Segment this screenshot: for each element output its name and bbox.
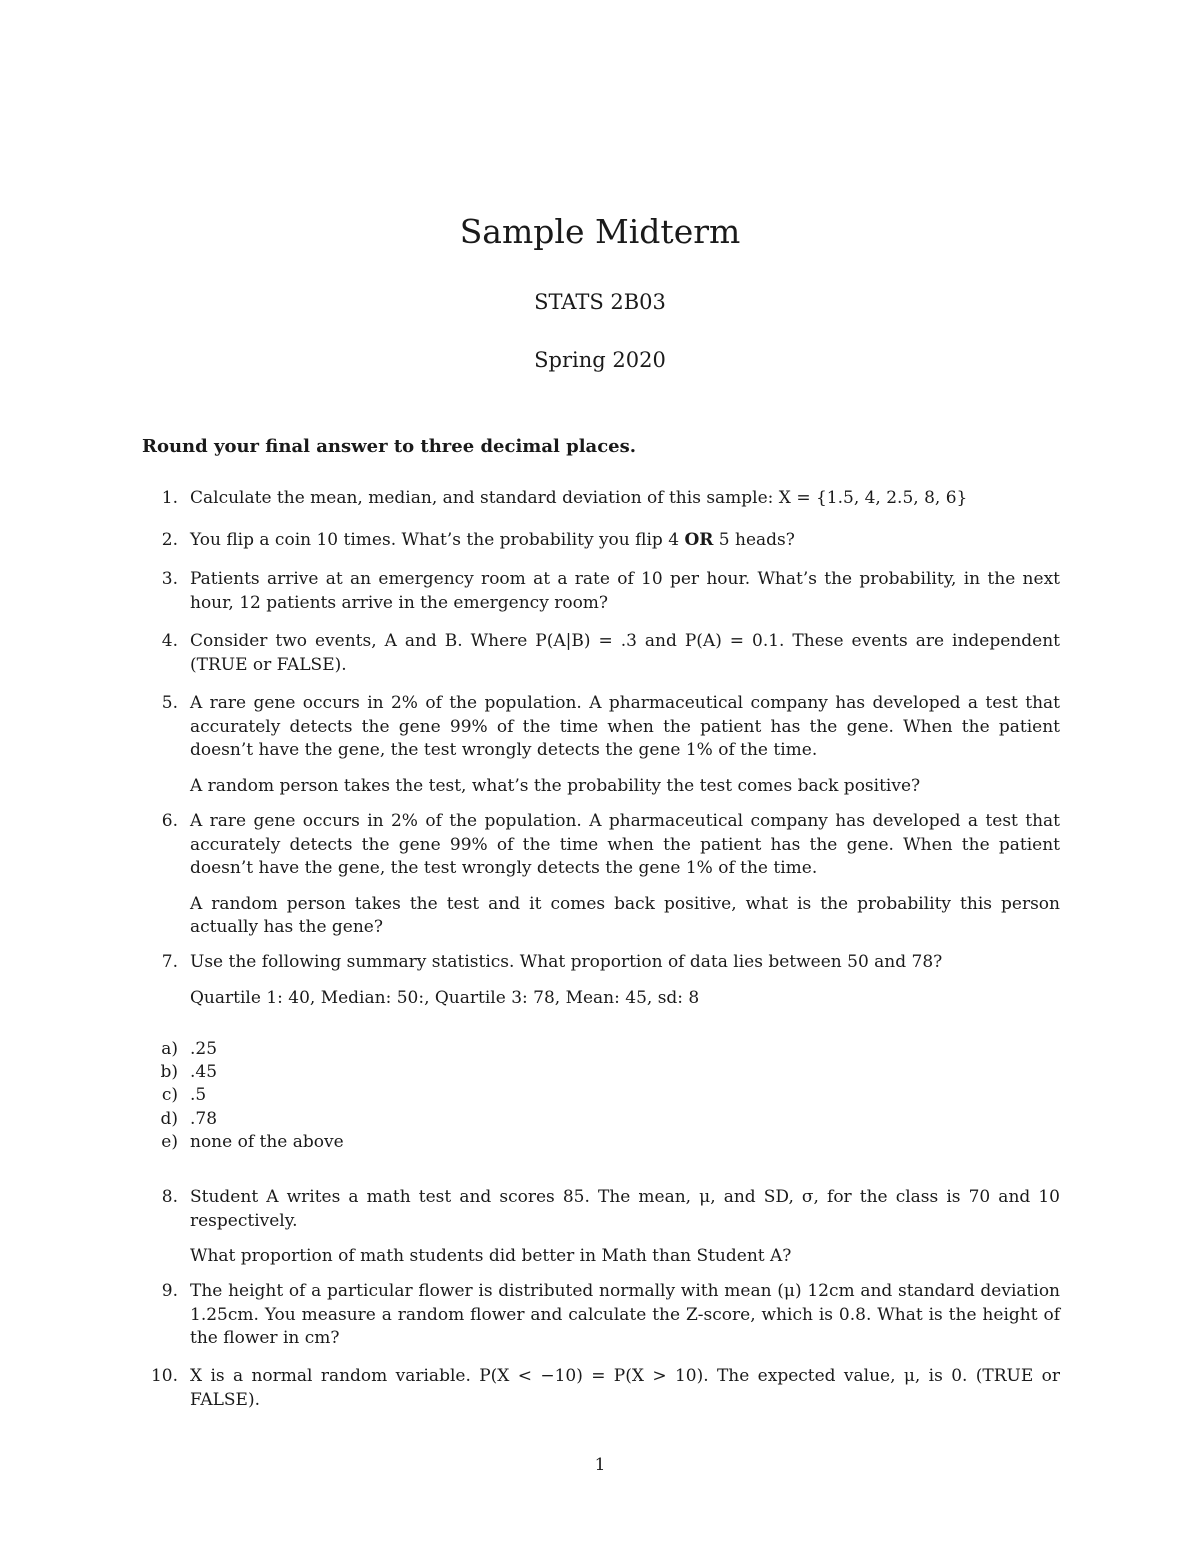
question-prompt: A random person takes the test, what’s the probability the test comes back positive?	[190, 775, 921, 796]
question-7	[140, 951, 1060, 1010]
question-number: 10.	[150, 1366, 178, 1386]
question-text: Patients arrive at an emergency room at a rate of 10 per hour. What’s the probability, in the next hour, 12 patients arrive in the emergency room?	[190, 569, 1060, 613]
question-number: 7.	[161, 952, 178, 972]
question-text: Calculate the mean, median, and standard deviation of this sample: X = {1.5, 4, 2.5, 8, 6}	[190, 488, 968, 508]
page-number: 1	[594, 1455, 606, 1475]
question-5	[140, 692, 1060, 798]
question-prompt: A random person takes the test and it comes back positive, what is the probability this person actually has the gene?	[190, 893, 1060, 937]
question-10	[140, 1365, 1060, 1412]
question-9	[140, 1280, 1060, 1351]
question-text: A rare gene occurs in 2% of the population. A pharmaceutical company has developed a test that accurately detects the gene 99% of the time when the patient has the gene. When the patient doesn’t have the gene, the test wrongly detects the gene 1% of the time.	[190, 811, 1060, 878]
instructions: Round your final answer to three decimal places.	[142, 436, 637, 457]
option-label: a)	[161, 1039, 178, 1059]
option-label: e)	[161, 1131, 178, 1152]
question-text: Student A writes a math test and scores 85. The mean, μ, and SD, σ, for the class is 70 and 10 respectively.	[190, 1187, 1060, 1231]
option-text: .5	[190, 1085, 207, 1106]
question-number: 8.	[161, 1187, 178, 1207]
question-number: 2.	[161, 530, 178, 550]
question-prompt: What proportion of math students did better in Math than Student A?	[190, 1246, 792, 1266]
summary-statistics: Quartile 1: 40, Median: 50:, Quartile 3: 78, Mean: 45, sd: 8	[190, 987, 700, 1008]
question-number: 9.	[161, 1281, 178, 1301]
question-number: 4.	[161, 631, 178, 651]
option-label: c)	[161, 1085, 178, 1106]
term: Spring 2020	[534, 348, 666, 372]
question-text: The height of a particular flower is distributed normally with mean (μ) 12cm and standard deviation 1.25cm. You measure a random flower and calculate the Z-score, which is 0.8. What is the height of the flower in cm?	[190, 1281, 1060, 1348]
question-text-end: 5 heads?	[718, 530, 795, 550]
question-number: 6.	[161, 811, 178, 831]
question-text: A rare gene occurs in 2% of the population. A pharmaceutical company has developed a test that accurately detects the gene 99% of the time when the patient has the gene. When the patient doesn’t have the gene, the test wrongly detects the gene 1% of the time.	[190, 693, 1060, 760]
emphasis-or: OR	[684, 530, 714, 550]
option-text: none of the above	[190, 1131, 344, 1152]
question-1	[140, 487, 1060, 511]
question-number: 1.	[161, 488, 178, 508]
question-text: You flip a coin 10 times. What’s the probability you flip 4	[190, 530, 680, 550]
question-number: 5.	[161, 693, 178, 713]
question-6	[140, 810, 1060, 940]
question-text: X is a normal random variable. P(X < −10) = P(X > 10). The expected value, μ, is 0. (TRUE or FALSE).	[190, 1366, 1060, 1410]
question-text: Use the following summary statistics. What proportion of data lies between 50 and 78?	[190, 952, 943, 972]
question-2	[140, 529, 1060, 553]
course-code: STATS 2B03	[534, 290, 666, 314]
option-label: b)	[160, 1062, 178, 1083]
question-text: Consider two events, A and B. Where P(A|B) = .3 and P(A) = 0.1. These events are independent (TRUE or FALSE).	[190, 631, 1060, 675]
document-title: Sample Midterm	[459, 212, 741, 251]
option-label: d)	[160, 1108, 178, 1129]
option-text: .45	[190, 1062, 218, 1083]
option-text: .25	[190, 1039, 218, 1059]
question-number: 3.	[161, 569, 178, 589]
question-3	[140, 568, 1060, 615]
question-8	[140, 1186, 1060, 1269]
question-4	[140, 630, 1060, 677]
option-text: .78	[190, 1108, 218, 1129]
